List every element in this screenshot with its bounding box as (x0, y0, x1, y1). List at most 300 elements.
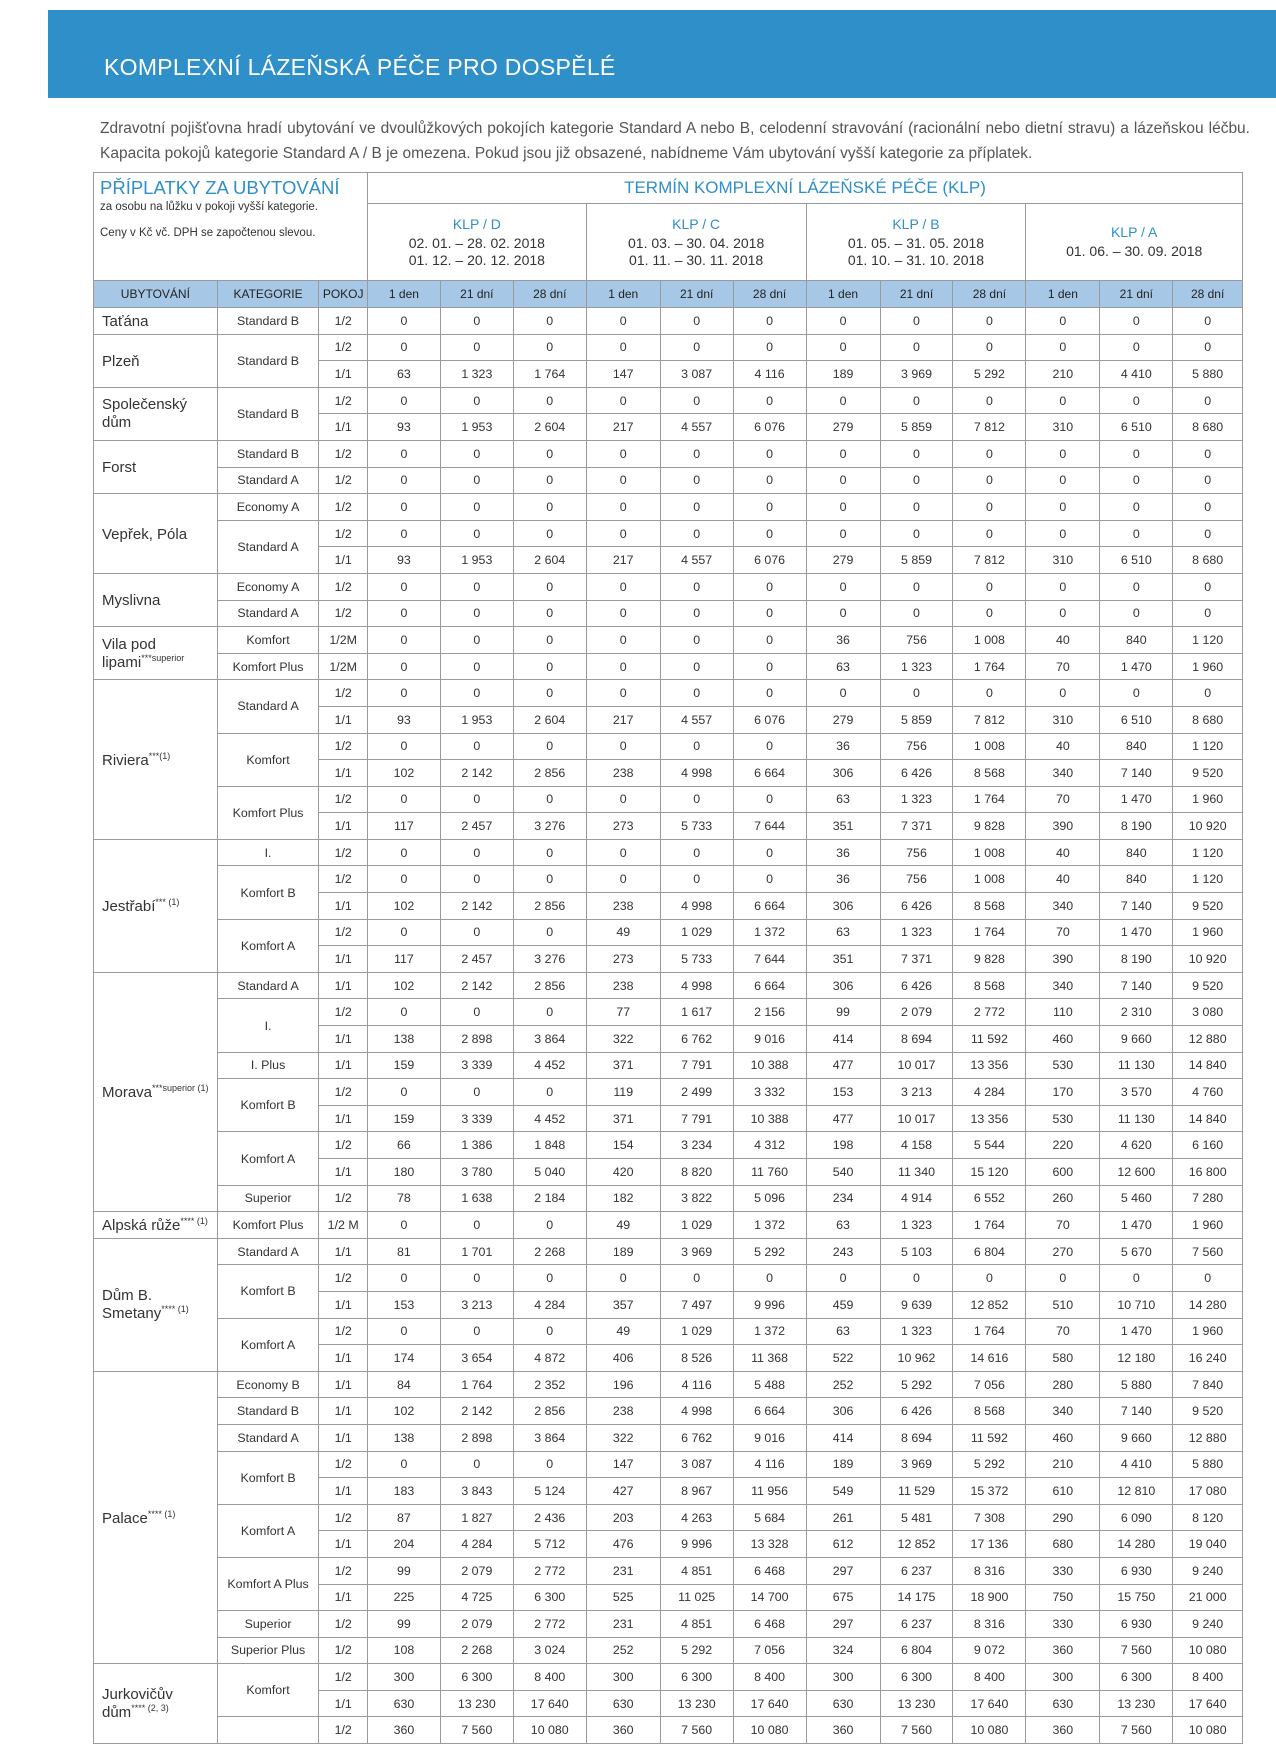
price-cell: 49 (586, 1212, 660, 1239)
price-cell: 6 804 (880, 1637, 953, 1664)
room-cell: 1/2 (319, 573, 368, 600)
price-cell: 0 (513, 520, 586, 547)
price-cell: 15 120 (953, 1159, 1026, 1186)
price-cell: 2 604 (513, 706, 586, 733)
price-cell: 351 (806, 813, 880, 840)
period-dates: 01. 06. – 30. 09. 2018 (1066, 243, 1203, 259)
price-cell: 12 880 (1173, 1424, 1243, 1451)
price-cell: 3 276 (513, 813, 586, 840)
price-cell: 1 638 (440, 1185, 513, 1212)
category-cell: Economy A (217, 494, 319, 521)
page-title: KOMPLEXNÍ LÁZEŇSKÁ PÉČE PRO DOSPĚLÉ (104, 54, 616, 80)
price-cell: 1 029 (660, 919, 733, 946)
accommodation-name (94, 972, 218, 1211)
table-row (94, 1637, 1243, 1664)
price-cell: 10 017 (880, 1105, 953, 1132)
price-cell: 5 124 (513, 1478, 586, 1505)
price-cell: 0 (1026, 334, 1100, 361)
price-cell: 0 (513, 1212, 586, 1239)
price-cell: 10 080 (733, 1717, 806, 1744)
price-cell: 0 (513, 494, 586, 521)
price-cell: 1 764 (953, 653, 1026, 680)
category-cell: Economy B (217, 1371, 319, 1398)
room-cell: 1/2 (319, 1717, 368, 1744)
price-cell: 1 827 (440, 1504, 513, 1531)
price-cell: 756 (880, 733, 953, 760)
price-cell: 0 (1100, 334, 1173, 361)
room-cell: 1/1 (319, 1531, 368, 1558)
price-cell: 0 (513, 999, 586, 1026)
price-cell: 40 (1026, 733, 1100, 760)
price-cell: 371 (586, 1105, 660, 1132)
title-banner (48, 10, 1276, 98)
price-cell: 1 953 (440, 414, 513, 441)
price-cell: 0 (1100, 440, 1173, 467)
category-cell: Komfort Plus (217, 786, 319, 839)
price-cell: 7 056 (953, 1371, 1026, 1398)
category-cell: Standard B (217, 387, 319, 440)
surcharge-header (94, 173, 368, 281)
price-cell: 0 (1026, 1265, 1100, 1292)
price-cell: 198 (806, 1132, 880, 1159)
table-row (94, 308, 1243, 335)
accommodation-name (94, 1664, 218, 1744)
accommodation-label: Jurkovičův dům (102, 1686, 173, 1722)
accommodation-mark: **** (2, 3) (131, 1703, 169, 1714)
price-cell: 6 426 (880, 893, 953, 920)
price-cell: 1 372 (733, 1318, 806, 1345)
price-cell: 0 (513, 733, 586, 760)
price-cell: 12 880 (1173, 1026, 1243, 1053)
price-cell: 340 (1026, 972, 1100, 999)
price-cell: 1 953 (440, 706, 513, 733)
price-cell: 14 280 (1173, 1291, 1243, 1318)
price-cell: 5 859 (880, 706, 953, 733)
price-cell: 0 (440, 1318, 513, 1345)
table-row (94, 1557, 1243, 1584)
price-cell: 7 560 (440, 1717, 513, 1744)
col-duration: 21 dní (880, 281, 953, 308)
price-cell: 0 (1173, 440, 1243, 467)
price-cell: 0 (513, 839, 586, 866)
price-cell: 4 158 (880, 1132, 953, 1159)
price-cell: 0 (880, 440, 953, 467)
price-cell: 5 670 (1100, 1238, 1173, 1265)
surcharge-note: Ceny v Kč vč. DPH se započtenou slevou. (100, 227, 316, 239)
price-cell: 0 (806, 520, 880, 547)
price-cell: 0 (367, 334, 440, 361)
price-cell: 0 (586, 600, 660, 627)
accommodation-name (94, 1238, 218, 1371)
price-cell: 0 (880, 1265, 953, 1292)
price-cell: 0 (586, 866, 660, 893)
price-cell: 153 (806, 1079, 880, 1106)
room-cell: 1/1 (319, 760, 368, 787)
price-cell: 390 (1026, 946, 1100, 973)
price-cell: 70 (1026, 919, 1100, 946)
price-cell: 7 308 (953, 1504, 1026, 1531)
table-row (94, 1318, 1243, 1345)
price-cell: 1 470 (1100, 919, 1173, 946)
price-cell: 1 701 (440, 1238, 513, 1265)
price-cell: 9 520 (1173, 1398, 1243, 1425)
price-cell: 6 664 (733, 893, 806, 920)
price-cell: 110 (1026, 999, 1100, 1026)
price-cell: 99 (367, 1557, 440, 1584)
period-name: KLP / C (672, 215, 721, 232)
table-row (94, 627, 1243, 654)
price-cell: 0 (586, 653, 660, 680)
price-cell: 0 (806, 1265, 880, 1292)
price-cell: 4 557 (660, 547, 733, 574)
price-cell: 0 (367, 786, 440, 813)
price-cell: 7 560 (660, 1717, 733, 1744)
price-cell: 0 (367, 1451, 440, 1478)
price-cell: 7 280 (1173, 1185, 1243, 1212)
price-cell: 5 880 (1100, 1371, 1173, 1398)
price-cell: 4 116 (660, 1371, 733, 1398)
accommodation-label: Vepřek, Póla (102, 525, 188, 543)
price-cell: 14 700 (733, 1584, 806, 1611)
price-cell: 300 (367, 1664, 440, 1691)
price-cell: 1 372 (733, 1212, 806, 1239)
price-cell: 8 568 (953, 972, 1026, 999)
period-name: KLP / A (1110, 224, 1158, 240)
price-cell: 3 339 (440, 1052, 513, 1079)
accommodation-label: Riviera (102, 751, 149, 769)
price-cell: 6 300 (440, 1664, 513, 1691)
price-cell: 1 960 (1173, 919, 1243, 946)
col-duration: 28 dní (953, 281, 1026, 308)
price-cell: 11 529 (880, 1478, 953, 1505)
price-cell: 2 142 (440, 972, 513, 999)
price-cell: 0 (1173, 308, 1243, 335)
price-cell: 159 (367, 1105, 440, 1132)
price-cell: 310 (1026, 414, 1100, 441)
price-cell: 371 (586, 1052, 660, 1079)
category-cell: Komfort (217, 733, 319, 786)
price-cell: 6 510 (1100, 706, 1173, 733)
price-cell: 12 852 (953, 1291, 1026, 1318)
price-cell: 540 (806, 1159, 880, 1186)
price-cell: 324 (806, 1637, 880, 1664)
price-cell: 238 (586, 760, 660, 787)
price-cell: 0 (733, 573, 806, 600)
price-cell: 5 544 (953, 1132, 1026, 1159)
table-row (94, 919, 1243, 946)
accommodation-name (94, 1371, 218, 1664)
price-cell: 4 998 (660, 972, 733, 999)
table-row (94, 1052, 1243, 1079)
price-cell: 7 140 (1100, 1398, 1173, 1425)
price-cell: 2 142 (440, 1398, 513, 1425)
price-cell: 0 (586, 467, 660, 494)
price-cell: 5 292 (953, 1451, 1026, 1478)
room-cell: 1/1 (319, 706, 368, 733)
price-cell: 6 076 (733, 706, 806, 733)
price-cell: 117 (367, 946, 440, 973)
price-cell: 5 859 (880, 414, 953, 441)
period-dates: 01. 12. – 20. 12. 2018 (408, 251, 545, 268)
price-cell: 1 029 (660, 1318, 733, 1345)
price-cell: 1 008 (953, 866, 1026, 893)
price-cell: 0 (367, 999, 440, 1026)
category-cell: Standard B (217, 334, 319, 387)
price-cell: 5 481 (880, 1504, 953, 1531)
price-cell: 0 (806, 680, 880, 707)
col-category: KATEGORIE (217, 281, 319, 308)
table-row (94, 972, 1243, 999)
table-row (94, 573, 1243, 600)
accommodation-label: Taťána (102, 312, 149, 330)
price-cell: 0 (1100, 600, 1173, 627)
price-cell: 0 (953, 440, 1026, 467)
table-row (94, 1451, 1243, 1478)
price-cell: 330 (1026, 1611, 1100, 1638)
price-cell: 6 762 (660, 1424, 733, 1451)
price-cell: 7 840 (1173, 1371, 1243, 1398)
room-cell: 1/2 (319, 1637, 368, 1664)
price-cell: 63 (806, 653, 880, 680)
price-cell: 93 (367, 706, 440, 733)
price-cell: 351 (806, 946, 880, 973)
price-cell: 3 864 (513, 1424, 586, 1451)
price-cell: 0 (660, 467, 733, 494)
price-cell: 6 930 (1100, 1611, 1173, 1638)
price-cell: 0 (733, 494, 806, 521)
room-cell: 1/1 (319, 1424, 368, 1451)
price-cell: 1 323 (440, 361, 513, 388)
room-cell: 1/1 (319, 1159, 368, 1186)
category-cell: Komfort B (217, 1265, 319, 1318)
price-cell: 40 (1026, 866, 1100, 893)
price-cell: 0 (733, 520, 806, 547)
price-cell: 4 914 (880, 1185, 953, 1212)
period-dates: 02. 01. – 28. 02. 2018 (408, 234, 545, 251)
price-cell: 7 560 (1173, 1238, 1243, 1265)
price-cell: 0 (806, 494, 880, 521)
price-cell: 0 (1026, 387, 1100, 414)
room-cell: 1/2 (319, 600, 368, 627)
price-cell: 0 (440, 733, 513, 760)
price-cell: 0 (440, 919, 513, 946)
accommodation-mark: ***superior (141, 652, 185, 663)
room-cell: 1/2 (319, 520, 368, 547)
room-cell: 1/1 (319, 1026, 368, 1053)
price-cell: 2 856 (513, 760, 586, 787)
category-cell: I. (217, 839, 319, 866)
price-cell: 8 400 (1173, 1664, 1243, 1691)
price-cell: 3 570 (1100, 1079, 1173, 1106)
price-cell: 610 (1026, 1478, 1100, 1505)
price-cell: 1 008 (953, 839, 1026, 866)
price-cell: 6 426 (880, 972, 953, 999)
price-cell: 87 (367, 1504, 440, 1531)
price-cell: 306 (806, 972, 880, 999)
price-cell: 14 616 (953, 1345, 1026, 1372)
price-cell: 0 (733, 440, 806, 467)
price-cell: 0 (733, 600, 806, 627)
price-cell: 6 160 (1173, 1132, 1243, 1159)
price-cell: 6 237 (880, 1557, 953, 1584)
price-cell: 0 (733, 786, 806, 813)
price-cell: 0 (367, 494, 440, 521)
price-cell: 2 142 (440, 760, 513, 787)
room-cell: 1/2 (319, 999, 368, 1026)
category-cell: Komfort A (217, 1504, 319, 1557)
table-row (94, 999, 1243, 1026)
table-row (94, 1238, 1243, 1265)
price-cell: 1 008 (953, 627, 1026, 654)
price-cell: 600 (1026, 1159, 1100, 1186)
price-cell: 0 (586, 680, 660, 707)
price-cell: 0 (1173, 1265, 1243, 1292)
accommodation-name (94, 494, 218, 574)
price-cell: 279 (806, 706, 880, 733)
price-cell: 0 (367, 1212, 440, 1239)
price-cell: 3 276 (513, 946, 586, 973)
price-cell: 0 (586, 334, 660, 361)
table-row (94, 733, 1243, 760)
table-row (94, 1398, 1243, 1425)
accommodation-mark: ***superior (1) (152, 1083, 209, 1094)
category-cell: Standard A (217, 972, 319, 999)
price-cell: 0 (586, 839, 660, 866)
price-cell: 8 680 (1173, 414, 1243, 441)
price-cell: 0 (806, 440, 880, 467)
price-cell: 7 371 (880, 946, 953, 973)
price-cell: 9 996 (733, 1291, 806, 1318)
price-cell: 0 (733, 334, 806, 361)
price-cell: 5 292 (880, 1371, 953, 1398)
price-cell: 0 (953, 600, 1026, 627)
accommodation-label: Vila pod lipami (102, 635, 156, 671)
table-row (94, 839, 1243, 866)
term-title: TERMÍN KOMPLEXNÍ LÁZEŇSKÉ PÉČE (KLP) (367, 173, 1242, 204)
col-accommodation: UBYTOVÁNÍ (94, 281, 218, 308)
price-cell: 322 (586, 1026, 660, 1053)
price-cell: 36 (806, 627, 880, 654)
accommodation-name (94, 334, 218, 387)
price-cell: 14 840 (1173, 1052, 1243, 1079)
col-duration: 1 den (586, 281, 660, 308)
price-cell: 4 116 (733, 1451, 806, 1478)
room-cell: 1/1 (319, 893, 368, 920)
price-cell: 0 (586, 733, 660, 760)
price-cell: 225 (367, 1584, 440, 1611)
price-cell: 0 (440, 440, 513, 467)
price-cell: 1 372 (733, 919, 806, 946)
price-cell: 0 (513, 600, 586, 627)
price-cell: 2 772 (953, 999, 1026, 1026)
price-cell: 3 969 (660, 1238, 733, 1265)
price-cell: 4 872 (513, 1345, 586, 1372)
price-cell: 0 (953, 387, 1026, 414)
price-cell: 19 040 (1173, 1531, 1243, 1558)
price-cell: 2 772 (513, 1557, 586, 1584)
price-cell: 0 (880, 573, 953, 600)
price-cell: 170 (1026, 1079, 1100, 1106)
room-cell: 1/2 (319, 1185, 368, 1212)
price-cell: 77 (586, 999, 660, 1026)
price-cell: 322 (586, 1424, 660, 1451)
price-cell: 360 (367, 1717, 440, 1744)
price-cell: 0 (660, 839, 733, 866)
price-cell: 5 880 (1173, 1451, 1243, 1478)
price-cell: 17 640 (1173, 1690, 1243, 1717)
price-cell: 427 (586, 1478, 660, 1505)
category-cell: Komfort A (217, 1318, 319, 1371)
price-cell: 7 140 (1100, 893, 1173, 920)
price-cell: 0 (367, 387, 440, 414)
price-cell: 15 372 (953, 1478, 1026, 1505)
price-cell: 8 694 (880, 1424, 953, 1451)
price-cell: 3 780 (440, 1159, 513, 1186)
price-cell: 10 017 (880, 1052, 953, 1079)
price-cell: 4 557 (660, 706, 733, 733)
price-cell: 0 (660, 494, 733, 521)
price-cell: 5 096 (733, 1185, 806, 1212)
price-cell: 0 (880, 467, 953, 494)
price-cell: 0 (367, 1265, 440, 1292)
price-cell: 4 284 (953, 1079, 1026, 1106)
price-cell: 0 (586, 440, 660, 467)
price-table-body (94, 308, 1243, 1744)
price-cell: 5 040 (513, 1159, 586, 1186)
price-cell: 2 310 (1100, 999, 1173, 1026)
category-cell: Komfort Plus (217, 1212, 319, 1239)
category-cell: Standard A (217, 600, 319, 627)
price-cell: 0 (1026, 440, 1100, 467)
price-cell: 7 812 (953, 414, 1026, 441)
period-dates: 01. 11. – 30. 11. 2018 (629, 251, 764, 268)
price-cell: 300 (1026, 1664, 1100, 1691)
price-cell: 63 (806, 1212, 880, 1239)
price-cell: 0 (1026, 573, 1100, 600)
accommodation-name (94, 1212, 218, 1239)
price-cell: 0 (440, 1079, 513, 1106)
price-cell: 4 284 (513, 1291, 586, 1318)
price-cell: 0 (367, 520, 440, 547)
accommodation-label: Dům B. Smetany (102, 1287, 162, 1323)
price-cell: 8 400 (953, 1664, 1026, 1691)
accommodation-name (94, 627, 218, 680)
price-cell: 0 (513, 680, 586, 707)
price-cell: 1 120 (1173, 627, 1243, 654)
price-cell: 0 (660, 866, 733, 893)
price-cell: 17 640 (513, 1690, 586, 1717)
price-cell: 3 864 (513, 1026, 586, 1053)
col-room: POKOJ (319, 281, 368, 308)
price-cell: 5 684 (733, 1504, 806, 1531)
room-cell: 1/2 (319, 334, 368, 361)
price-cell: 7 560 (1100, 1637, 1173, 1664)
price-cell: 2 142 (440, 893, 513, 920)
price-cell: 0 (513, 1318, 586, 1345)
price-cell: 204 (367, 1531, 440, 1558)
price-cell: 16 240 (1173, 1345, 1243, 1372)
price-cell: 12 600 (1100, 1159, 1173, 1186)
price-cell: 102 (367, 1398, 440, 1425)
period-header (1026, 204, 1243, 281)
price-cell: 3 213 (440, 1291, 513, 1318)
price-cell: 99 (367, 1611, 440, 1638)
price-cell: 2 856 (513, 972, 586, 999)
price-cell: 0 (513, 866, 586, 893)
price-cell: 0 (440, 308, 513, 335)
price-cell: 9 072 (953, 1637, 1026, 1664)
price-cell: 2 604 (513, 414, 586, 441)
